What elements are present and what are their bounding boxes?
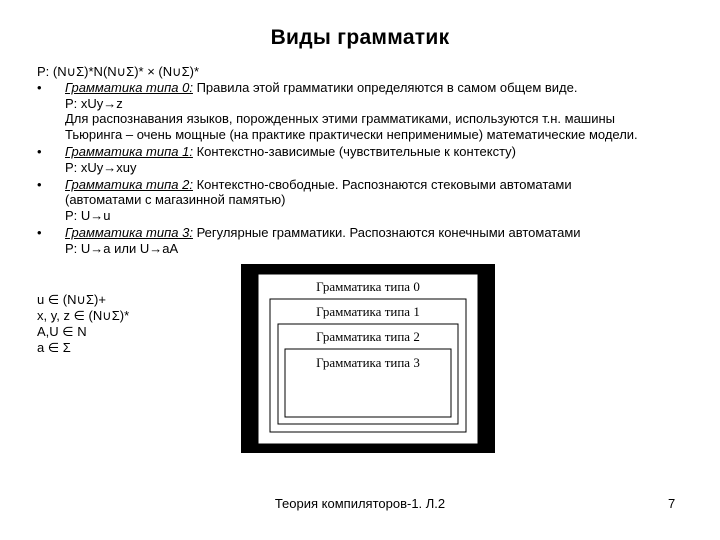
- list-item-type-2: [37, 177, 677, 224]
- grammar-hierarchy-diagram: [241, 264, 495, 453]
- type-2-rule: P: U→u: [65, 208, 111, 224]
- type-0-note: Для распознавания языков, порожденных этими грамматиками, используются т.н. машины Тьюринга – очень мощные (на практике практически неприменимые) математические модели.: [65, 111, 638, 143]
- type-1-desc: Контекстно-зависимые (чувствительные к контексту): [192, 143, 517, 159]
- list-item-type-1: [37, 144, 677, 176]
- type-0-label: Грамматика типа 0: [316, 279, 420, 294]
- slide-title: Виды грамматик: [270, 26, 450, 49]
- type-0-name: Грамматика типа 0:: [65, 79, 193, 95]
- slide-content: [37, 64, 677, 257]
- bullet: •: [37, 224, 42, 240]
- type-3-desc: Регулярные грамматики. Распознаются конечными автоматами: [192, 224, 581, 240]
- type-3-rule: P: U→a или U→aA: [65, 240, 179, 256]
- rule-line: P: (N∪Σ)*N(N∪Σ)* × (N∪Σ)*: [37, 64, 200, 79]
- bullet: •: [37, 143, 42, 159]
- symbol-definitions: [37, 292, 129, 356]
- type-3-name: Грамматика типа 3:: [65, 224, 193, 240]
- type-1-rule: P: xUy→xuy: [65, 159, 137, 175]
- type-2-label: Грамматика типа 2: [316, 329, 420, 344]
- hierarchy-svg: [241, 264, 495, 453]
- bullet: •: [37, 79, 42, 95]
- bullet: •: [37, 176, 42, 192]
- type-1-name: Грамматика типа 1:: [65, 143, 193, 159]
- type-2-name: Грамматика типа 2:: [65, 176, 193, 192]
- type-2-desc: Контекстно-свободные. Распознаются стековыми автоматами (автоматами с магазинной памятью): [65, 176, 572, 208]
- symbol-def-au: A,U ∈ N: [37, 324, 87, 339]
- list-item-type-3: [37, 225, 677, 257]
- type-0-rule: P: xUy→z: [65, 95, 123, 111]
- type-1-label: Грамматика типа 1: [316, 304, 420, 319]
- slide-footer: Теория компиляторов-1. Л.2: [274, 496, 446, 511]
- type-3-label: Грамматика типа 3: [316, 355, 420, 370]
- page-number: 7: [668, 496, 676, 511]
- symbol-def-u: u ∈ (N∪Σ)+: [37, 292, 106, 307]
- type-0-desc: Правила этой грамматики определяются в самом общем виде.: [192, 79, 578, 95]
- symbol-def-a: a ∈ Σ: [37, 340, 71, 355]
- list-item-type-0: [37, 80, 677, 143]
- symbol-def-xyz: x, y, z ∈ (N∪Σ)*: [37, 308, 130, 323]
